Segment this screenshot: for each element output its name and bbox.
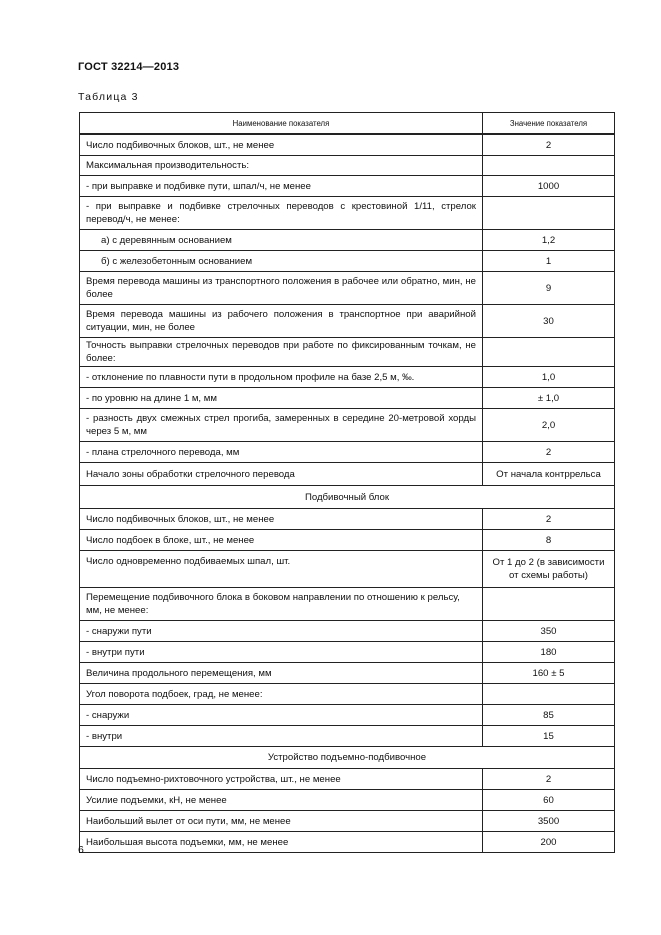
table-row (80, 726, 615, 747)
table-row (80, 367, 615, 388)
row-value: 1000 (483, 176, 615, 197)
table-row (80, 509, 615, 530)
row-name: Число подъемно-рихтовочного устройства, шт., не менее (80, 769, 483, 790)
row-value (483, 338, 615, 367)
table-row (80, 588, 615, 621)
row-value: 1 (483, 251, 615, 272)
table-section-row (80, 747, 615, 769)
row-value: От начала контррельса (483, 463, 615, 486)
row-name: - разность двух смежных стрел прогиба, замеренных в середине 20-метровой хорды через 5 м, мм (80, 409, 483, 442)
row-value: 9 (483, 272, 615, 305)
row-value: 180 (483, 642, 615, 663)
row-value: 2 (483, 442, 615, 463)
row-value: От 1 до 2 (в зависимости от схемы работы) (483, 551, 615, 588)
row-value: ± 1,0 (483, 388, 615, 409)
table-row (80, 769, 615, 790)
row-name: Время перевода машины из транспортного положения в рабочее или обратно, мин, не более (80, 272, 483, 305)
row-value (483, 156, 615, 176)
row-value: 60 (483, 790, 615, 811)
column-header-value: Значение показателя (483, 113, 615, 135)
table-header-row (80, 113, 615, 135)
row-value (483, 197, 615, 230)
row-name: Перемещение подбивочного блока в боковом направлении по отношению к рельсу, мм, не менее: (80, 588, 483, 621)
row-value: 2 (483, 769, 615, 790)
row-value: 1,2 (483, 230, 615, 251)
table-row (80, 442, 615, 463)
table-row (80, 156, 615, 176)
section-title: Устройство подъемно-подбивочное (80, 747, 615, 769)
table-row (80, 305, 615, 338)
row-value: 3500 (483, 811, 615, 832)
row-name: Число подбоек в блоке, шт., не менее (80, 530, 483, 551)
table-row (80, 832, 615, 853)
row-name: Точность выправки стрелочных переводов при работе по фиксированным точкам, не более: (80, 338, 483, 367)
table-row (80, 705, 615, 726)
specification-table (79, 112, 615, 853)
row-name: Число одновременно подбиваемых шпал, шт. (80, 551, 483, 588)
table-row (80, 197, 615, 230)
row-name: - внутри (80, 726, 483, 747)
row-name: Величина продольного перемещения, мм (80, 663, 483, 684)
table-row (80, 409, 615, 442)
column-header-name: Наименование показателя (80, 113, 483, 135)
row-name: Время перевода машины из рабочего положения в транспортное при аварийной ситуации, мин, не более (80, 305, 483, 338)
row-value (483, 588, 615, 621)
row-name: - при выправке и подбивке пути, шпал/ч, не менее (80, 176, 483, 197)
row-value: 2 (483, 509, 615, 530)
row-name: Наибольший вылет от оси пути, мм, не менее (80, 811, 483, 832)
table-row (80, 134, 615, 156)
table-row (80, 663, 615, 684)
row-name: - плана стрелочного перевода, мм (80, 442, 483, 463)
table-row (80, 621, 615, 642)
row-name: - по уровню на длине 1 м, мм (80, 388, 483, 409)
table-row (80, 338, 615, 367)
row-value: 1,0 (483, 367, 615, 388)
row-name: Начало зоны обработки стрелочного перевода (80, 463, 483, 486)
row-name: а) с деревянным основанием (80, 230, 483, 251)
row-value: 160 ± 5 (483, 663, 615, 684)
document-header: ГОСТ 32214—2013 (78, 61, 180, 73)
table-row (80, 251, 615, 272)
table-row (80, 272, 615, 305)
row-value: 2 (483, 134, 615, 156)
table-section-row (80, 486, 615, 509)
table-row (80, 811, 615, 832)
row-name: - внутри пути (80, 642, 483, 663)
row-name: - снаружи пути (80, 621, 483, 642)
row-name: - при выправке и подбивке стрелочных переводов с крестовиной 1/11, стрелок перевод/ч, не менее: (80, 197, 483, 230)
row-value: 200 (483, 832, 615, 853)
page-number: 6 (78, 844, 84, 856)
row-name: Угол поворота подбоек, град, не менее: (80, 684, 483, 705)
table-row (80, 790, 615, 811)
row-name: - снаружи (80, 705, 483, 726)
table-row (80, 463, 615, 486)
row-name: Число подбивочных блоков, шт., не менее (80, 509, 483, 530)
row-value: 8 (483, 530, 615, 551)
section-title: Подбивочный блок (80, 486, 615, 509)
row-value: 15 (483, 726, 615, 747)
row-name: Наибольшая высота подъемки, мм, не менее (80, 832, 483, 853)
table-caption: Таблица 3 (78, 91, 139, 103)
row-value: 2,0 (483, 409, 615, 442)
table-row (80, 176, 615, 197)
table-row (80, 684, 615, 705)
row-name: Число подбивочных блоков, шт., не менее (80, 134, 483, 156)
row-name: Максимальная производительность: (80, 156, 483, 176)
row-value (483, 684, 615, 705)
table-row (80, 388, 615, 409)
table-row (80, 530, 615, 551)
row-name: Усилие подъемки, кН, не менее (80, 790, 483, 811)
row-value: 85 (483, 705, 615, 726)
row-value: 350 (483, 621, 615, 642)
table-row (80, 642, 615, 663)
row-name: б) с железобетонным основанием (80, 251, 483, 272)
table-row (80, 230, 615, 251)
row-value: 30 (483, 305, 615, 338)
table-row (80, 551, 615, 588)
row-name: - отклонение по плавности пути в продольном профиле на базе 2,5 м, ‰. (80, 367, 483, 388)
